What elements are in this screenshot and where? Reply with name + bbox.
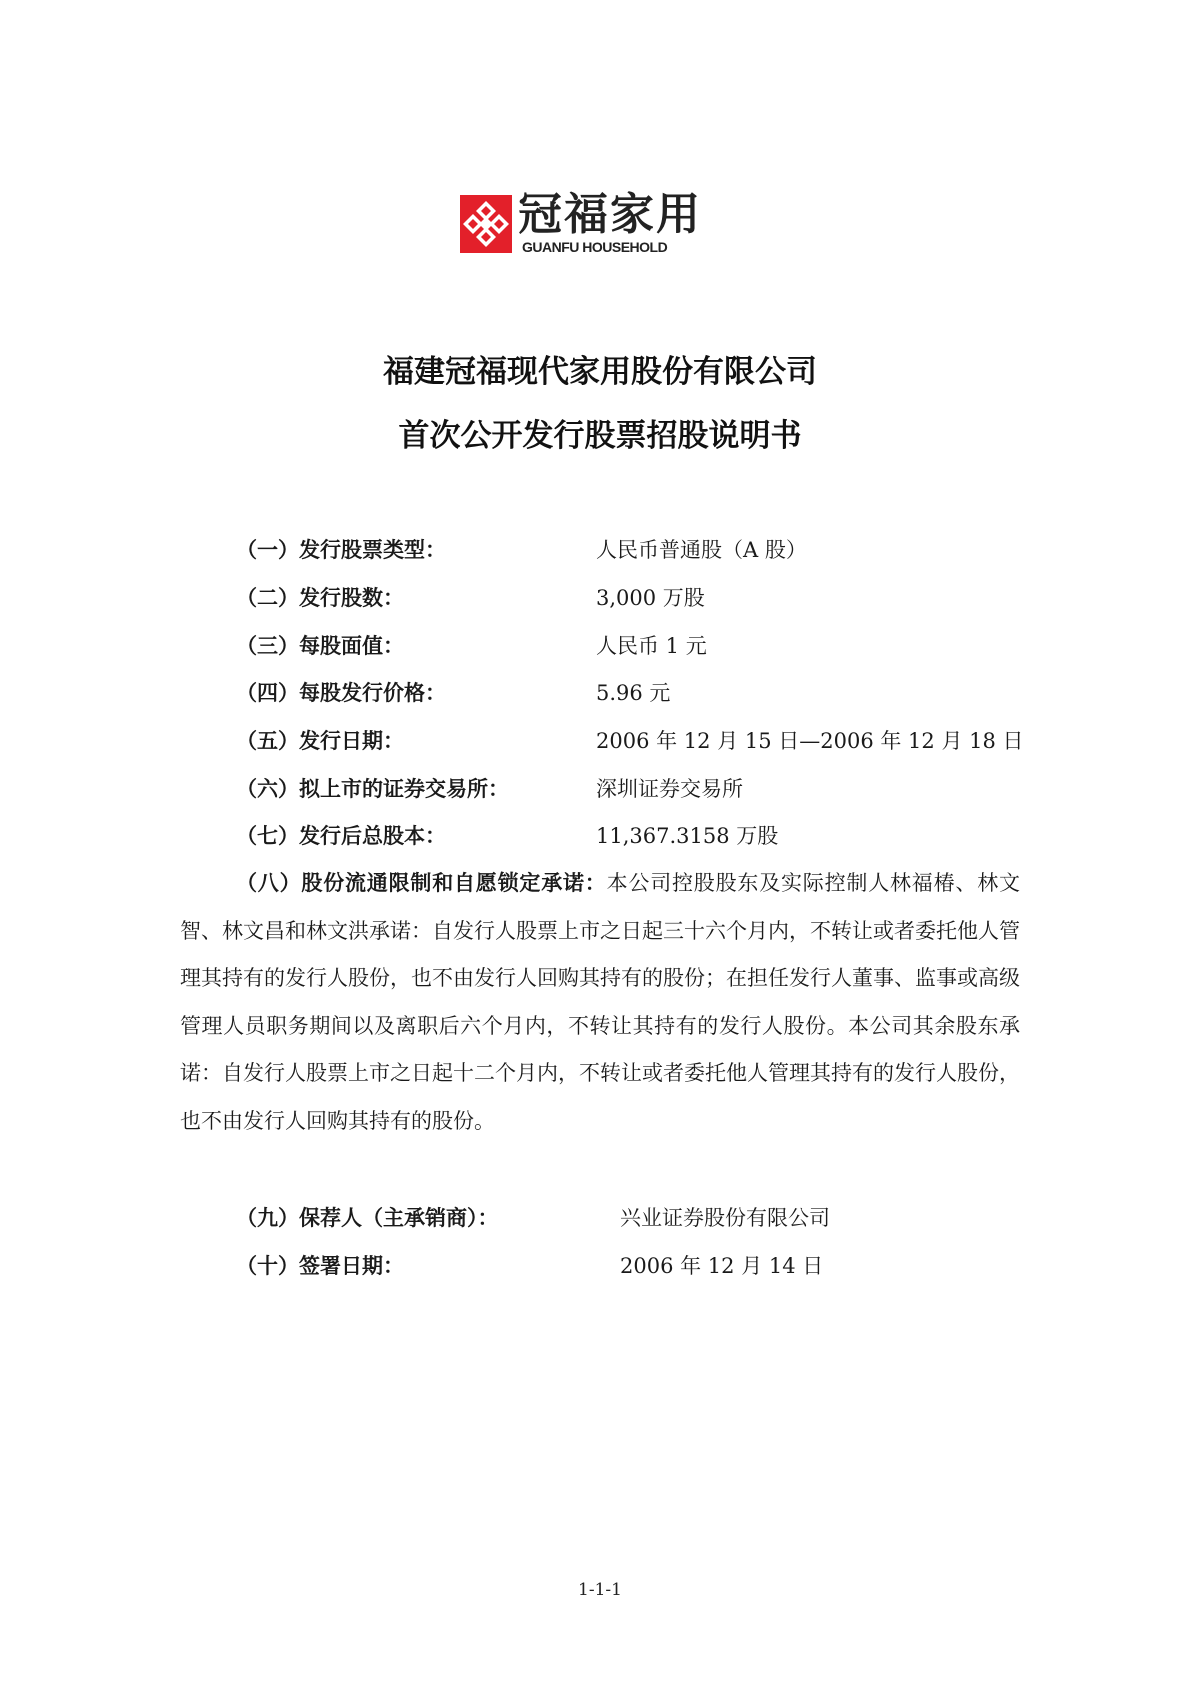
field-value: 5.96 元 [596, 681, 671, 705]
field-value: 人民币普通股（A 股） [596, 538, 807, 562]
document-title: 首次公开发行股票招股说明书 [398, 418, 802, 454]
field-row-issue-price [236, 677, 1036, 709]
field-value: 2006 年 12 月 15 日—2006 年 12 月 18 日 [596, 729, 1024, 753]
field-label: （三）每股面值： [236, 634, 404, 658]
field-label: （四）每股发行价格： [236, 681, 446, 705]
field-row-exchange [236, 773, 1036, 805]
company-logo [460, 189, 730, 255]
field-value: 深圳证券交易所 [596, 777, 743, 801]
lockup-label: （八）股份流通限制和自愿锁定承诺： [236, 871, 607, 895]
field-row-par-value [236, 630, 1036, 662]
field-row-issue-date [236, 725, 1036, 757]
field-row-share-count [236, 582, 1036, 614]
field-label: （六）拟上市的证券交易所： [236, 777, 509, 801]
field-row-sponsor [236, 1202, 1036, 1234]
field-label: （九）保荐人（主承销商）： [236, 1206, 499, 1230]
field-label: （五）发行日期： [236, 729, 404, 753]
field-label: （七）发行后总股本： [236, 824, 446, 848]
logo-english-name: GUANFU HOUSEHOLD [522, 239, 668, 255]
field-value: 2006 年 12 月 14 日 [620, 1254, 824, 1278]
field-value: 人民币 1 元 [596, 634, 707, 658]
field-label: （二）发行股数： [236, 586, 404, 610]
guanfu-logo-icon [460, 195, 512, 253]
page-number: 1-1-1 [578, 1580, 622, 1600]
lockup-text: 本公司控股股东及实际控制人林福椿、林文智、林文昌和林文洪承诺：自发行人股票上市之日起三十六个月内，不转让或者委托他人管理其持有的发行人股份，也不由发行人回购其持有的股份；在担任发行人董事、监事或高级管理人员职务期间以及离职后六个月内，不转让其持有的发行人股份。本公司其余股东承诺：自发行人股票上市之日起十二个月内，不转让或者委托他人管理其持有的发行人股份，也不由发行人回购其持有的股份。 [180, 871, 1021, 1133]
field-label: （十）签署日期： [236, 1254, 404, 1278]
field-row-total-capital [236, 820, 1036, 852]
company-name-title: 福建冠福现代家用股份有限公司 [383, 354, 817, 390]
field-row-stock-type [236, 534, 1036, 566]
field-label: （一）发行股票类型： [236, 538, 446, 562]
logo-chinese-name: 冠福家用 [518, 189, 702, 240]
lockup-commitment-paragraph [180, 860, 1020, 1145]
field-value: 11,367.3158 万股 [596, 824, 779, 848]
field-row-signing-date [236, 1250, 1036, 1282]
field-value: 3,000 万股 [596, 586, 705, 610]
field-value: 兴业证券股份有限公司 [620, 1206, 830, 1230]
